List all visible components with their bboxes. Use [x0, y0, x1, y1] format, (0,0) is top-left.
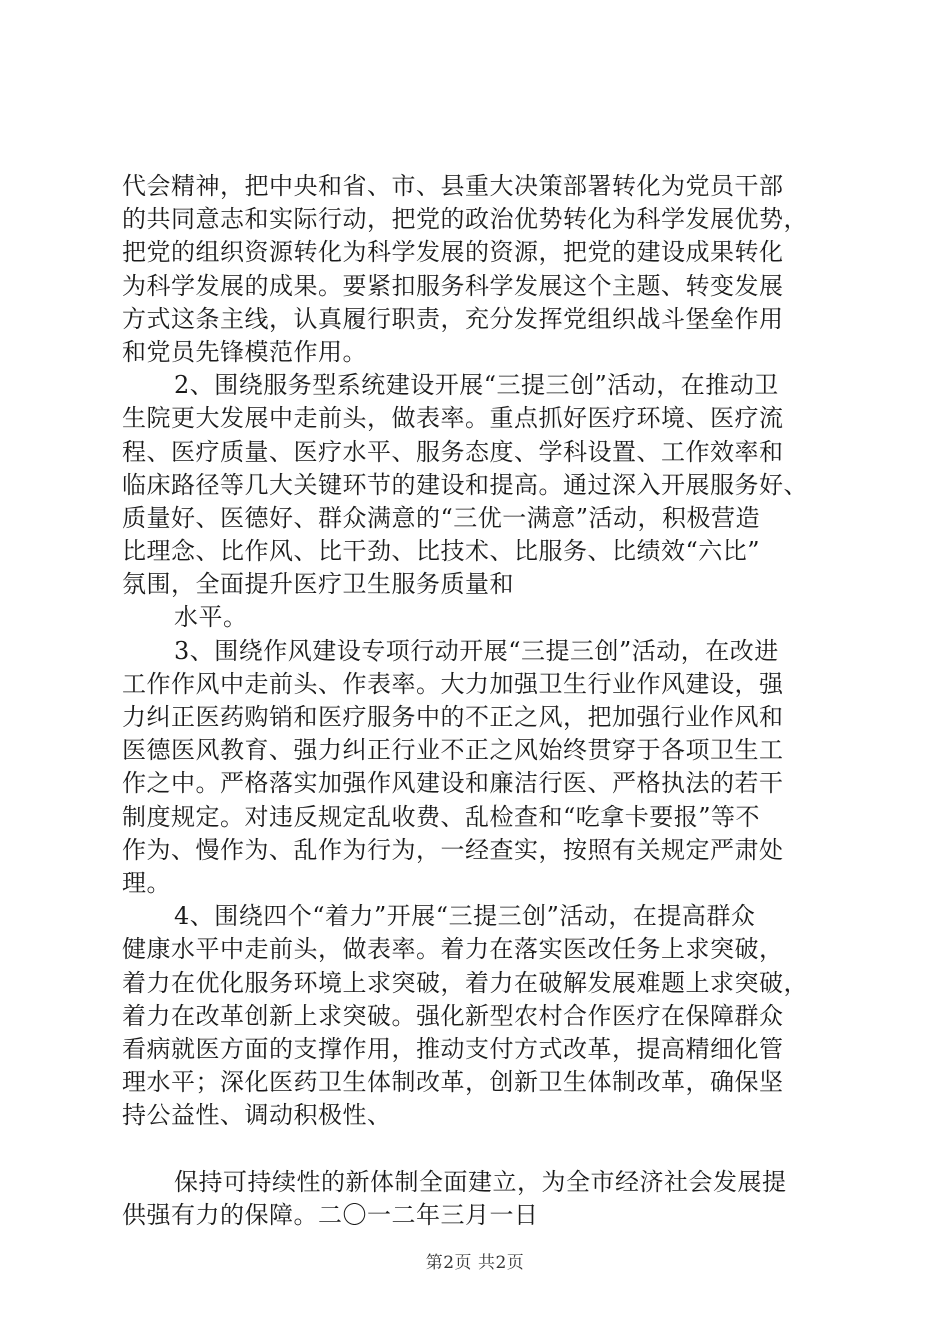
- text-line: 作为、慢作为、乱作为行为，一经查实，按照有关规定严肃处: [122, 835, 784, 864]
- text-line: [122, 1132, 834, 1165]
- text-line: 为科学发展的成果。要紧扣服务科学发展这个主题、转变发展: [122, 271, 784, 300]
- text-line: 的共同意志和实际行动，把党的政治优势转化为科学发展优势，: [122, 205, 808, 234]
- text-line: 比理念、比作风、比干劲、比技术、比服务、比绩效“六比”: [122, 537, 761, 566]
- text-line: 3、围绕作风建设专项行动开展“三提三创”活动，在改进: [174, 636, 779, 665]
- document-body: [122, 170, 834, 1232]
- text-line: 临床路径等几大关键环节的建设和提高。通过深入开展服务好、: [122, 470, 808, 499]
- text-line: 持公益性、调动积极性、: [122, 1101, 392, 1130]
- text-line: 健康水平中走前头，做表率。着力在落实医改任务上求突破，: [122, 935, 784, 964]
- text-line: 理水平；深化医药卫生体制改革，创新卫生体制改革，确保坚: [122, 1068, 784, 1097]
- text-line: 医德医风教育、强力纠正行业不正之风始终贯穿于各项卫生工: [122, 736, 784, 765]
- text-line: 看病就医方面的支撑作用，推动支付方式改革，提高精细化管: [122, 1034, 784, 1063]
- text-line: 着力在优化服务环境上求突破，着力在破解发展难题上求突破，: [122, 968, 808, 997]
- text-line: 生院更大发展中走前头，做表率。重点抓好医疗环境、医疗流: [122, 404, 784, 433]
- text-line: 工作作风中走前头、作表率。大力加强卫生行业作风建设，强: [122, 669, 784, 698]
- text-line: 作之中。严格落实加强作风建设和廉洁行医、严格执法的若干: [122, 769, 784, 798]
- text-line: 质量好、医德好、群众满意的“三优一满意”活动，积极营造: [122, 503, 761, 532]
- text-line: 力纠正医药购销和医疗服务中的不正之风，把加强行业作风和: [122, 703, 784, 731]
- text-line: 水平。: [174, 603, 248, 632]
- page-footer: 第2页 共2页: [425, 1253, 525, 1273]
- text-line: 程、医疗质量、医疗水平、服务态度、学科设置、工作效率和: [122, 437, 784, 466]
- text-line: 4、围绕四个“着力”开展“三提三创”活动，在提高群众: [174, 902, 756, 931]
- text-line: 和党员先锋模范作用。: [122, 337, 367, 366]
- text-line: 着力在改革创新上求突破。强化新型农村合作医疗在保障群众: [122, 1001, 784, 1030]
- text-line: 2、围绕服务型系统建设开展“三提三创”活动，在推动卫: [174, 371, 779, 400]
- text-line: 氛围，全面提升医疗卫生服务质量和: [122, 570, 514, 599]
- text-line: 方式这条主线，认真履行职责，充分发挥党组织战斗堡垒作用: [122, 304, 784, 333]
- text-line: 理。: [122, 868, 171, 897]
- text-line: 供强有力的保障。二〇一二年三月一日: [122, 1200, 539, 1229]
- text-line: 代会精神，把中央和省、市、县重大决策部署转化为党员干部: [122, 172, 784, 200]
- text-line: 保持可持续性的新体制全面建立，为全市经济社会发展提: [174, 1167, 787, 1196]
- text-line: 制度规定。对违反规定乱收费、乱检查和“吃拿卡要报”等不: [122, 802, 761, 831]
- text-line: 把党的组织资源转化为科学发展的资源，把党的建设成果转化: [122, 238, 784, 267]
